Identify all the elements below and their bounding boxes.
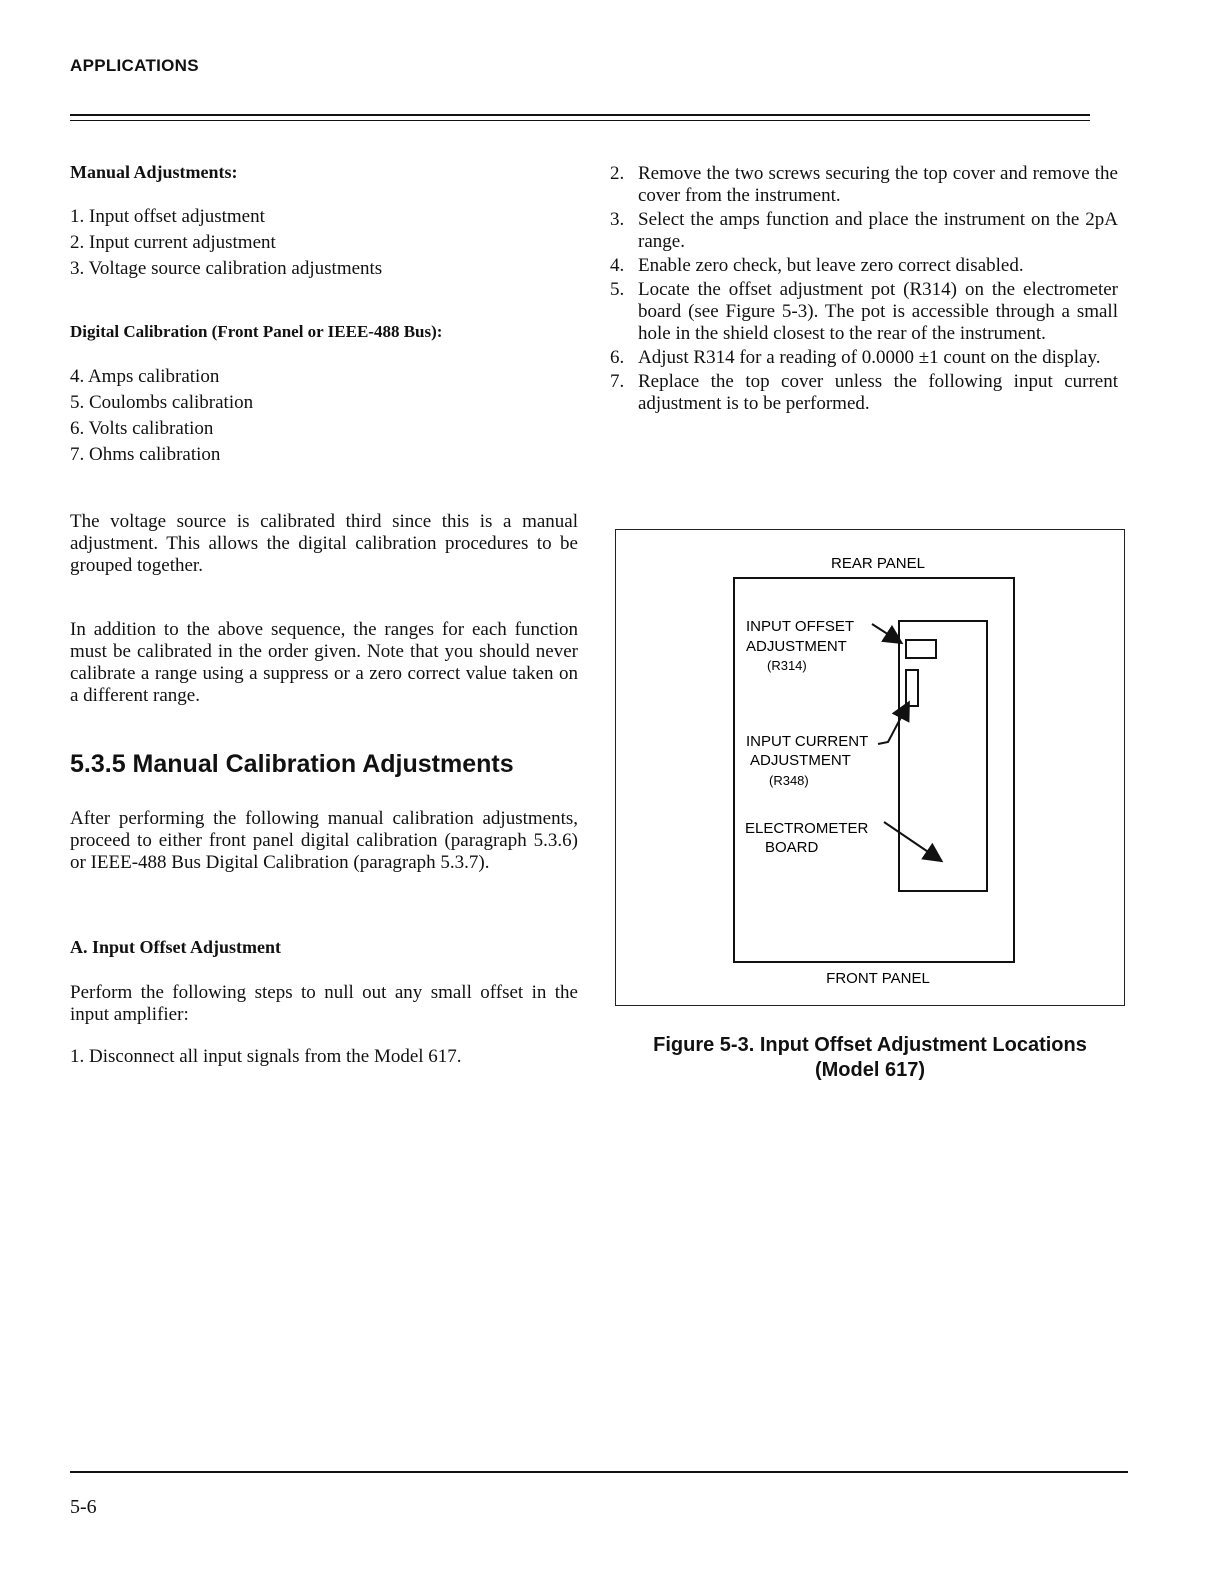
footer-rule: [70, 1471, 1128, 1473]
procedure-step: [610, 163, 1118, 207]
procedure-step: [610, 279, 1118, 345]
header-rule-thin: [70, 120, 1090, 121]
offset-pointer-arrow: [872, 624, 900, 642]
input-offset-label: INPUT OFFSET: [746, 618, 855, 635]
list-item: 1. Input offset adjustment: [70, 206, 265, 227]
list-item: 4. Amps calibration: [70, 366, 220, 387]
manual-adjustments-list: [70, 204, 570, 282]
subsection-heading: A. Input Offset Adjustment: [70, 937, 282, 957]
figure-frame: [615, 529, 1125, 1006]
step-number: 2.: [610, 163, 625, 184]
step-number: 6.: [610, 347, 625, 368]
figure-caption-line: (Model 617): [814, 1059, 926, 1081]
digital-calibration-list: [70, 364, 570, 468]
running-header: APPLICATIONS: [70, 56, 199, 75]
front-panel-label: FRONT PANEL: [826, 970, 930, 987]
digital-calibration-heading: Digital Calibration (Front Panel or IEEE-488 Bus):: [70, 322, 443, 341]
step-text: Locate the offset adjustment pot (R314) on the electrometer board (see Figure 5-3). The pot is accessible through a small hole in the shield closest to the rear of the instrument.: [638, 279, 1118, 344]
manual-adjustments-heading: Manual Adjustments:: [70, 162, 238, 182]
step-text: Remove the two screws securing the top cover and remove the cover from the instrument.: [638, 163, 1118, 206]
input-offset-label: ADJUSTMENT: [746, 638, 847, 655]
step-text: Enable zero check, but leave zero correct disabled.: [638, 255, 1024, 276]
procedure-step: [610, 371, 1118, 415]
current-pointer-arrow: [878, 704, 908, 744]
list-item: 6. Volts calibration: [70, 418, 214, 439]
input-current-label: INPUT CURRENT: [746, 733, 869, 750]
step-number: 3.: [610, 209, 625, 230]
offset-pot-outline: [906, 640, 936, 658]
list-item: 2. Input current adjustment: [70, 232, 276, 253]
procedure-step: [610, 347, 1118, 369]
step-number: 5.: [610, 279, 625, 300]
input-offset-ref: (R314): [767, 658, 807, 673]
current-pot-outline: [906, 670, 918, 706]
section-heading: 5.3.5 Manual Calibration Adjustments: [70, 750, 514, 778]
electrometer-label: BOARD: [765, 839, 819, 856]
procedure-steps: [610, 163, 1118, 417]
paragraph-range-sequence: In addition to the above sequence, the ranges for each function must be calibrated in the order given. Note that you should never calibrate a range using a suppress or a zero correct value taken on a different range.: [70, 619, 578, 706]
paragraph-voltage-source: The voltage source is calibrated third since this is a manual adjustment. This allows the digital calibration procedures to be grouped together.: [70, 511, 578, 576]
step-text: Adjust R314 for a reading of 0.0000 ±1 count on the display.: [638, 347, 1101, 368]
procedure-step: [610, 255, 1118, 277]
list-item: 3. Voltage source calibration adjustments: [70, 258, 383, 279]
procedure-step: [610, 209, 1118, 253]
step-number: 4.: [610, 255, 625, 276]
header-rule: [70, 114, 1090, 116]
figure-diagram: [616, 530, 1124, 1005]
input-current-label: ADJUSTMENT: [750, 752, 851, 769]
step-text: Select the amps function and place the instrument on the 2pA range.: [638, 209, 1118, 252]
paragraph-after-adjustments: After performing the following manual calibration adjustments, proceed to either front panel digital calibration (paragraph 5.3.6) or IEEE-488 Bus Digital Calibration (paragraph 5.3.7).: [70, 808, 578, 873]
electrometer-label: ELECTROMETER: [745, 820, 869, 837]
rear-panel-label: REAR PANEL: [831, 555, 925, 572]
step-text: Replace the top cover unless the following input current adjustment is to be performed.: [638, 371, 1118, 414]
procedure-step: 1. Disconnect all input signals from the Model 617.: [70, 1046, 462, 1067]
electrometer-pointer-arrow: [884, 822, 940, 860]
list-item: 7. Ohms calibration: [70, 444, 221, 465]
page-number: 5-6: [70, 1496, 97, 1518]
figure-caption-line: Figure 5-3. Input Offset Adjustment Locations: [653, 1034, 1087, 1056]
instrument-outline: [734, 578, 1014, 962]
list-item: 5. Coulombs calibration: [70, 392, 254, 413]
paragraph-perform-steps: Perform the following steps to null out any small offset in the input amplifier:: [70, 982, 578, 1025]
step-number: 7.: [610, 371, 625, 392]
input-current-ref: (R348): [769, 773, 809, 788]
figure-caption: [616, 1033, 1124, 1083]
electrometer-board-outline: [899, 621, 987, 891]
